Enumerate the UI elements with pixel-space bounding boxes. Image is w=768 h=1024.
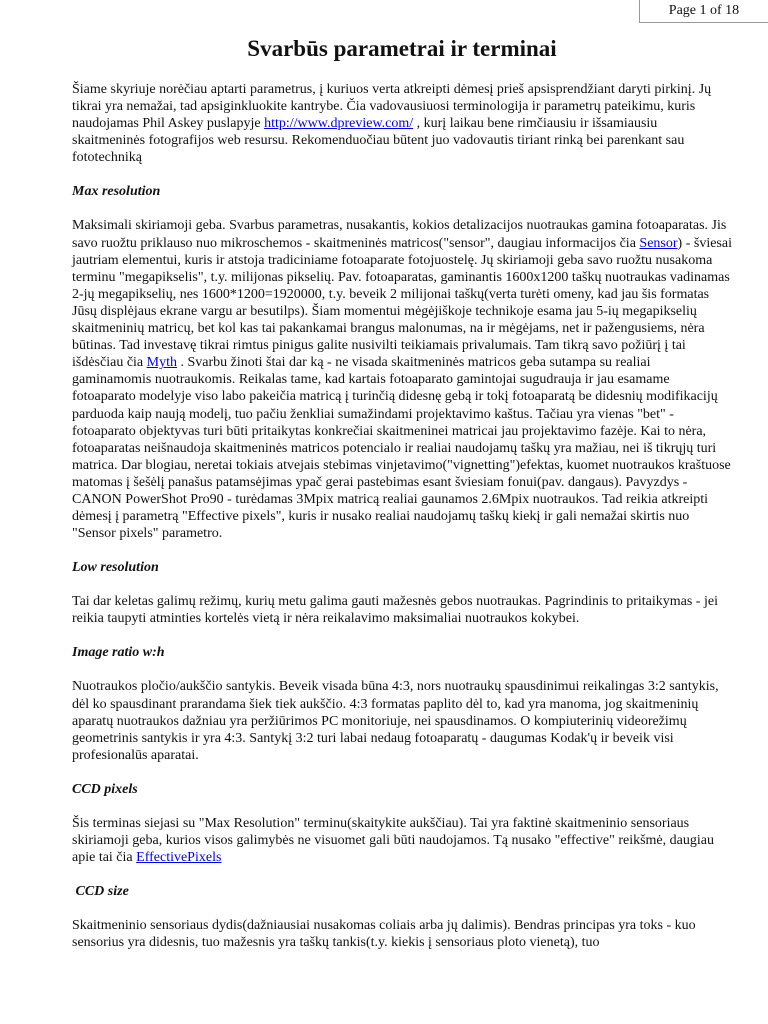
max-text-2: ) - šviesai jautriam elementui, kuris ir atstoja tradiciniame fotoaparate fotojuostelę. Jų skiriamoji geba savo ruožtu nusakoma terminu "megapikselis", t.y. milijonas pikselių. Pav. fotoaparatas, gaminantis 1600x1200 taškų nuotraukas vadinamas 2-jų megapikselių, nes 1600*1200=1920000, t.y. beveik 2 milijonai taškų(verta turėti omeny, kad jau šis formatas Jūsų displėjaus ekrane vargu ar besutilps). Šiam momentui mėgėjiškoje technikoje esama jau 5-ių megapikselių skaitmeninių matricų, bet kol kas tai pakankamai brangus malonumas, na ir mėgėjams, net ir pažengusiems, nėra būtinas. Tad investavę tikrai rimtus pinigus galite nusivilti teikiamais privalumais. Tam tikrą savo požiūrį į tai išdėsčiau čia [72, 235, 732, 371]
document-body [72, 34, 732, 951]
intro-text-2: , kurį laikau bene rimčiausiu ir išsamiausiu skaitmeninės fotografijos web resursu. Rekomenduočiau būtent juo vadovautis tiriant rinką bei parenkant sau fototechniką [72, 116, 685, 166]
heading-ccd-size: CCD size [72, 884, 129, 900]
effective-pixels-link[interactable]: EffectivePixels [136, 850, 222, 866]
low-resolution-paragraph: Tai dar keletas galimų režimų, kurių metu galima gauti mažesnės gebos nuotraukas. Pagrindinis to pritaikymas - jei reikia taupyti atminties kortelės vietą ir nėra reikalavimo maksimaliai nuotraukos kokybei. [72, 594, 718, 627]
ccd-pixels-text: Šis terminas siejasi su "Max Resolution" terminu(skaitykite aukščiau). Tai yra faktinė skaitmeninio sensoriaus skiriamoji geba, kurios visos galimybės ne visuomet gali būti naudojamos. Tą nusako "effective" reikšmė, daugiau apie tai čia [72, 815, 714, 866]
dpreview-link[interactable]: http://www.dpreview.com/ [264, 116, 414, 132]
image-ratio-paragraph: Nuotraukos pločio/aukščio santykis. Beveik visada būna 4:3, nors nuotraukų spausdinimui reikalingas 3:2 santykis, dėl ko spausdinant prarandama šiek tiek aukščio. 4:3 formatas paplito dėl to, kad yra manoma, jog skaitmeninių aparatų nuotraukos dažniau yra peržiūrimos PC monitoriuje, nei spausdinamos. O kompiuterinių videorežimų geometrinis santykis ir yra 4:3. Santykį 3:2 turi labai nedaug fotoaparatų - daugumas Kodak'ų ir beveik visi profesionalūs aparatai. [72, 679, 719, 763]
heading-image-ratio: Image ratio w:h [72, 645, 165, 661]
max-text-3: . Svarbu žinoti štai dar ką - ne visada skaitmeninės matricos geba sutampa su realiai gaminamomis nuotraukomis. Reikalas tame, kad kartais fotoaparato gamintojai sugudrauja ir jau esamame fotoaparato modelyje viso labo pakeičia matricą į turinčią didesnę gebą ir tokį fotoaparatą be didesnių modifikacijų parduoda kaip naują modelį, tuo pačiu ženkliai sumažindami projektavimo kaštus. Tačiau yra vienas "bet" - fotoaparato objektyvas turi būti pritaikytas konkrečiai skaitmeninei matricai jau projektavimo fazėje. Kai to nėra, fotoaparatas neišnaudoja skaitmeninės matricos potencialo ir realiai naudojamų taškų yra mažiau, nei iš tikrųjų turi matrica. Dar blogiau, neretai tokiais atvejais stebimas vinjetavimo("vignetting")efektas, kuomet nuotraukos kraštuose matomas į šešėlį panašus patamsėjimas ypač gerai pastebimas esant šviesiam fonui(pav. dangaus). Pavyzdys - CANON PowerShot Pro90 - turėdamas 3Mpix matricą realiai gaunamos 2.6Mpix nuotraukos. Tad reikia atkreipti dėmesį į parametrą "Effective pixels", kuris ir nusako realiai naudojamų taškų kiekį ir gali nemažai skirtis nuo "Sensor pixels" parametro. [72, 355, 731, 542]
max-text-1: Maksimali skiriamoji geba. Svarbus parametras, nusakantis, kokios detalizacijos nuotraukas gamina fotoaparatas. Jis savo ruožtu priklauso nuo mikroschemos - skaitmeninės matricos("sensor", daugiau informacijos čia [72, 218, 727, 251]
intro-text-1: Šiame skyriuje norėčiau aptarti parametrus, į kuriuos verta atkreipti dėmesį prieš apsisprendžiant daryti pirkinį. Jų tikrai yra nemažai, tad apsiginkluokite kantrybe. Čia vadovausiuosi terminologija ir parametrų pateikimu, kuris naudojamas Phil Askey puslapyje [72, 82, 712, 132]
ccd-size-paragraph: Skaitmeninio sensoriaus dydis(dažniausiai nusakomas coliais arba jų dalimis). Bendras principas yra toks - kuo sensorius yra didesnis, tuo mažesnis yra taškų tankis(t.y. kiekis į sensoriaus ploto vienetą), tuo [72, 918, 696, 951]
sensor-link[interactable]: Sensor [639, 235, 678, 251]
intro-paragraph [72, 81, 732, 166]
max-resolution-paragraph [72, 217, 732, 542]
heading-low-resolution: Low resolution [72, 560, 159, 576]
myth-link[interactable]: Myth [146, 355, 177, 371]
page-title: Svarbūs parametrai ir terminai [247, 36, 557, 61]
ccd-pixels-paragraph [72, 815, 732, 866]
heading-max-resolution: Max resolution [72, 184, 161, 200]
page-number: Page 1 of 18 [639, 0, 768, 23]
heading-ccd-pixels: CCD pixels [72, 781, 138, 797]
